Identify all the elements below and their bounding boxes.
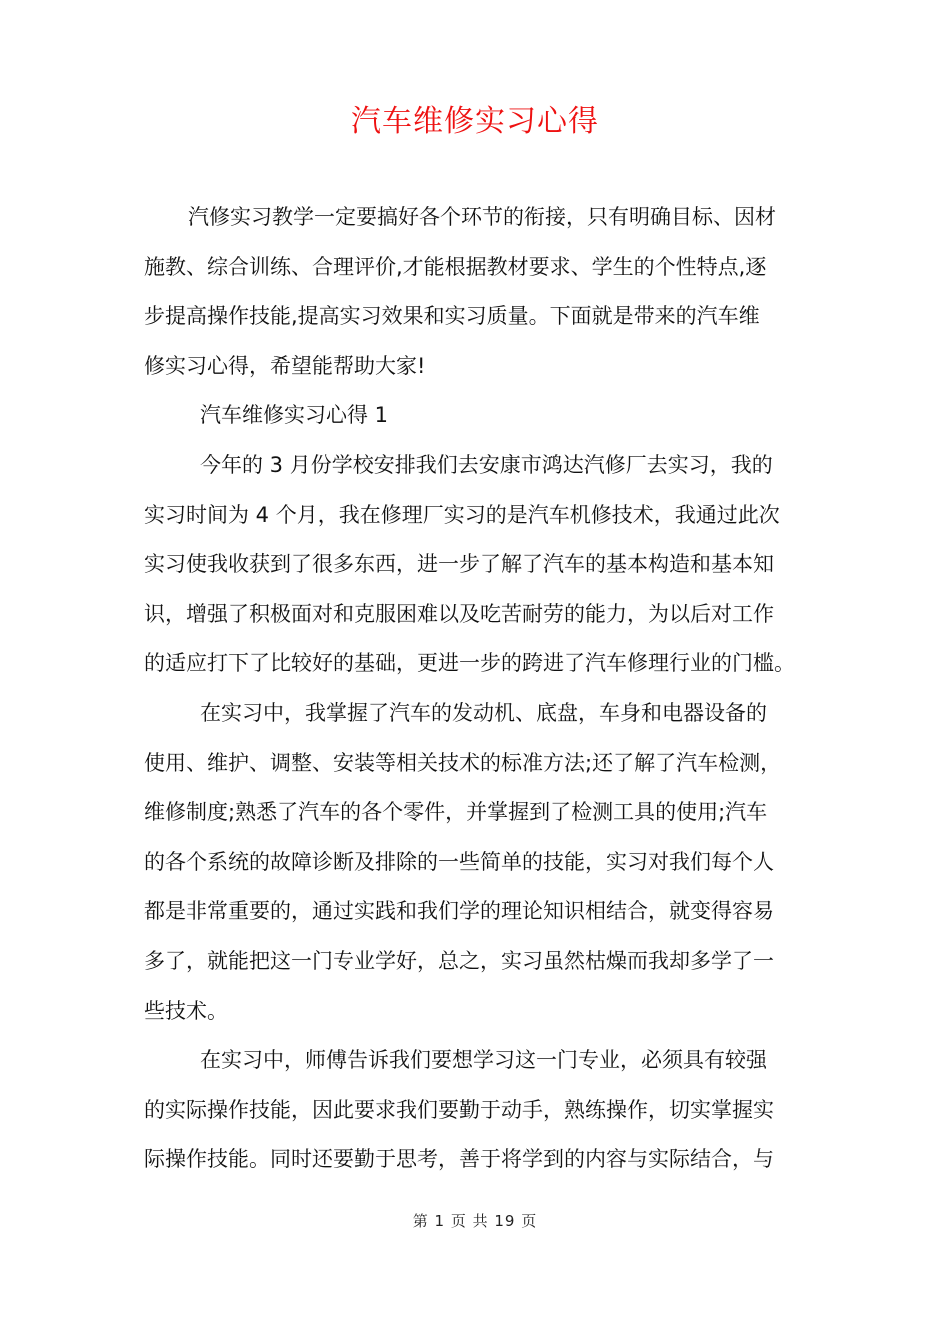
body-line: 都是非常重要的，通过实践和我们学的理论知识相结合，就变得容易 (144, 899, 774, 924)
body-line: 在实习中，师傅告诉我们要想学习这一门专业，必须具有较强 (200, 1048, 767, 1073)
body-line: 些技术。 (144, 998, 228, 1023)
body-line: 今年的 3 月份学校安排我们去安康市鸿达汽修厂去实习，我的 (200, 452, 773, 477)
body-line: 修实习心得，希望能帮助大家! (144, 353, 426, 378)
body-line: 实习时间为 4 个月，我在修理厂实习的是汽车机修技术，我通过此次 (144, 502, 780, 527)
body-line: 使用、维护、调整、安装等相关技术的标准方法;还了解了汽车检测， (144, 750, 782, 775)
body-line: 的实际操作技能，因此要求我们要勤于动手，熟练操作，切实掌握实 (144, 1097, 774, 1122)
body-line: 步提高操作技能,提高实习效果和实习质量。下面就是带来的汽车维 (144, 304, 760, 329)
body-line: 在实习中，我掌握了汽车的发动机、底盘，车身和电器设备的 (200, 700, 767, 725)
body-line: 多了，就能把这一门专业学好，总之，实习虽然枯燥而我却多学了一 (144, 948, 774, 973)
body-line: 维修制度;熟悉了汽车的各个零件，并掌握到了检测工具的使用;汽车 (144, 800, 768, 825)
document-title: 汽车维修实习心得 (351, 104, 599, 139)
body-line: 施教、综合训练、合理评价,才能根据教材要求、学生的个性特点,逐 (144, 254, 767, 279)
body-line: 实习使我收获到了很多东西，进一步了解了汽车的基本构造和基本知 (144, 552, 774, 577)
body-line: 识，增强了积极面对和克服困难以及吃苦耐劳的能力，为以后对工作 (144, 601, 774, 626)
body-line: 的各个系统的故障诊断及排除的一些简单的技能，实习对我们每个人 (144, 849, 774, 874)
body-line: 汽修实习教学一定要搞好各个环节的衔接，只有明确目标、因材 (188, 205, 776, 229)
section-heading: 汽车维修实习心得 1 (200, 403, 389, 428)
body-line: 的适应打下了比较好的基础，更进一步的跨进了汽车修理行业的门槛。 (144, 651, 795, 676)
document-body (144, 193, 824, 1185)
body-line: 际操作技能。同时还要勤于思考，善于将学到的内容与实际结合，与 (144, 1147, 774, 1172)
page-footer: 第 1 页 共 19 页 (412, 1212, 538, 1230)
